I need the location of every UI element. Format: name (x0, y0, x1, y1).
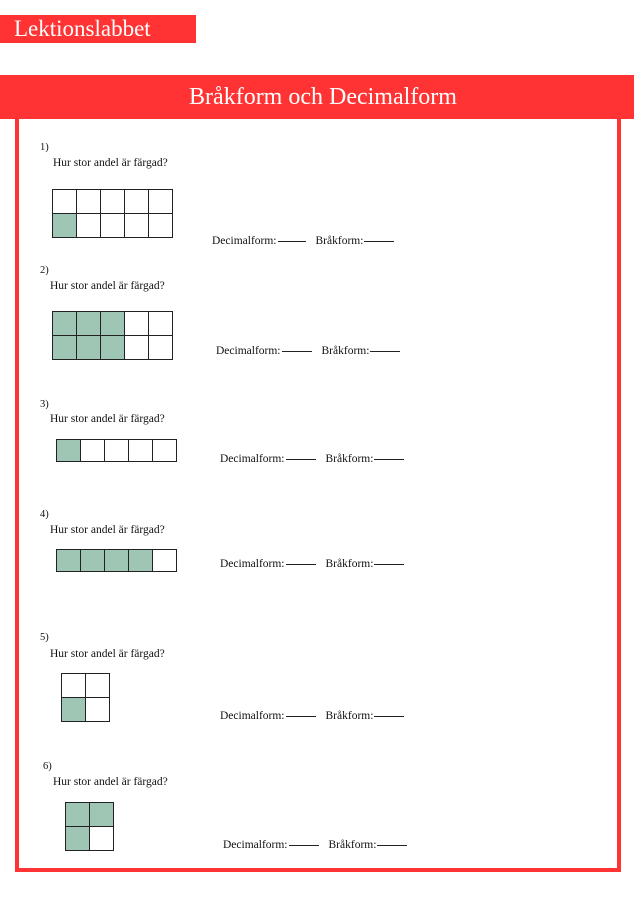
exercise-number: 3) (40, 399, 49, 410)
grid-cell-shaded (81, 550, 105, 572)
grid-cell-shaded (57, 550, 81, 572)
answer-row (220, 452, 404, 466)
grid-cell (149, 312, 173, 336)
grid-cell-shaded (129, 550, 153, 572)
fraction-answer-blank[interactable] (377, 844, 407, 846)
decimal-answer-blank[interactable] (278, 240, 306, 242)
grid-cell (62, 674, 86, 698)
grid-cell (129, 440, 153, 462)
grid-cell (86, 698, 110, 722)
grid-cell (125, 336, 149, 360)
grid-cell (149, 214, 173, 238)
question-text: Hur stor andel är färgad? (50, 648, 165, 660)
fraction-label: Bråkform: (315, 235, 364, 247)
decimal-answer-blank[interactable] (286, 563, 316, 565)
grid-cell (153, 550, 177, 572)
fraction-answer-blank[interactable] (364, 240, 394, 242)
fraction-label: Bråkform: (325, 453, 374, 465)
fraction-answer-blank[interactable] (374, 458, 404, 460)
fraction-label: Bråkform: (325, 558, 374, 570)
grid-cell-shaded (77, 312, 101, 336)
grid-cell (90, 827, 114, 851)
answer-row (216, 344, 400, 358)
exercise-number: 1) (40, 142, 49, 153)
grid-cell (53, 190, 77, 214)
grid-cell (77, 214, 101, 238)
grid-cell-shaded (77, 336, 101, 360)
decimal-label: Decimalform: (220, 453, 285, 465)
grid-cell-shaded (53, 214, 77, 238)
answer-row (223, 838, 407, 852)
exercise-number: 2) (40, 265, 49, 276)
question-text: Hur stor andel är färgad? (50, 413, 165, 425)
fraction-answer-blank[interactable] (370, 350, 400, 352)
fraction-answer-blank[interactable] (374, 563, 404, 565)
grid-cell-shaded (53, 336, 77, 360)
fraction-grid (61, 673, 110, 722)
fraction-grid (52, 311, 173, 360)
grid-cell-shaded (66, 803, 90, 827)
exercise-number: 4) (40, 509, 49, 520)
brand-logo: Lektionslabbet (0, 15, 196, 43)
fraction-grid (65, 802, 114, 851)
exercise-number: 5) (40, 632, 49, 643)
question-text: Hur stor andel är färgad? (53, 776, 168, 788)
decimal-answer-blank[interactable] (289, 844, 319, 846)
grid-cell (125, 190, 149, 214)
grid-cell (125, 214, 149, 238)
grid-cell (86, 674, 110, 698)
decimal-answer-blank[interactable] (286, 715, 316, 717)
decimal-label: Decimalform: (216, 345, 281, 357)
grid-cell-shaded (90, 803, 114, 827)
grid-cell (101, 190, 125, 214)
question-text: Hur stor andel är färgad? (50, 524, 165, 536)
grid-cell-shaded (101, 336, 125, 360)
grid-cell-shaded (66, 827, 90, 851)
grid-cell (105, 440, 129, 462)
grid-cell (149, 336, 173, 360)
decimal-answer-blank[interactable] (282, 350, 312, 352)
grid-cell-shaded (62, 698, 86, 722)
fraction-grid (52, 189, 173, 238)
grid-cell-shaded (101, 312, 125, 336)
decimal-label: Decimalform: (220, 710, 285, 722)
grid-cell (153, 440, 177, 462)
grid-cell (77, 190, 101, 214)
fraction-label: Bråkform: (325, 710, 374, 722)
question-text: Hur stor andel är färgad? (50, 280, 165, 292)
decimal-label: Decimalform: (223, 839, 288, 851)
fraction-grid (56, 549, 177, 572)
grid-cell (101, 214, 125, 238)
grid-cell (149, 190, 173, 214)
answer-row (212, 234, 394, 248)
grid-cell-shaded (57, 440, 81, 462)
grid-cell-shaded (105, 550, 129, 572)
fraction-answer-blank[interactable] (374, 715, 404, 717)
grid-cell-shaded (53, 312, 77, 336)
fraction-label: Bråkform: (321, 345, 370, 357)
fraction-grid (56, 439, 177, 462)
decimal-label: Decimalform: (212, 235, 277, 247)
decimal-label: Decimalform: (220, 558, 285, 570)
fraction-label: Bråkform: (328, 839, 377, 851)
answer-row (220, 557, 404, 571)
question-text: Hur stor andel är färgad? (53, 157, 168, 169)
exercise-number: 6) (43, 761, 52, 772)
grid-cell (81, 440, 105, 462)
grid-cell (125, 312, 149, 336)
answer-row (220, 709, 404, 723)
page-title: Bråkform och Decimalform (0, 75, 634, 119)
decimal-answer-blank[interactable] (286, 458, 316, 460)
